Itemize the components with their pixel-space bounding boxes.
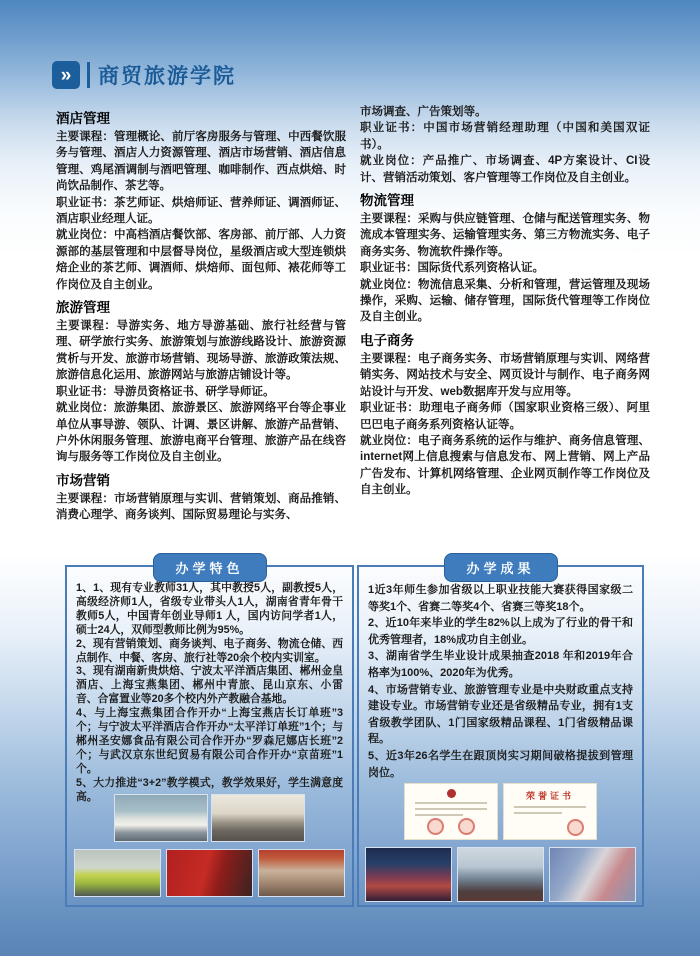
indoor-group-photo — [211, 794, 305, 842]
right-text-column — [360, 104, 650, 499]
major-heading-hotel: 酒店管理 — [56, 111, 110, 126]
page-header — [52, 60, 236, 90]
campus-building-group-photo — [114, 794, 208, 842]
ecommerce-courses: 主要课程：电子商务实务、市场营销原理与实训、网络营销实务、网站技术与安全、网页设计与制作、电子商务网站设计与开发、web数据库开发与应用等。 — [360, 352, 650, 398]
achievement-list — [368, 582, 633, 781]
cert-text-line — [514, 806, 586, 808]
major-heading-ecommerce: 电子商务 — [360, 332, 414, 348]
logistics-certificates: 职业证书：国际货代系列资格认证。 — [360, 262, 544, 275]
stage-performance-photo — [365, 847, 452, 902]
feature-item-1: 1、1、现有专业教师31人，其中教授5人，副教授5人，高级经济师1人，省级专业带头人1人，湖南省青年骨干教师5人，中国青年创业导师1 人，国内访问学者1人，硕士24人，双师型教师比例为95%。 — [76, 582, 343, 636]
cert-text-line — [415, 802, 487, 804]
hotel-certificates: 职业证书：茶艺师证、烘焙师证、营养师证、调酒师证、酒店职业经理人证。 — [56, 196, 346, 226]
logistics-courses: 主要课程：采购与供应链管理、仓储与配送管理实务、物流成本管理实务、运输管理实务、第三方物流实务、电子商务实务、物流软件操作等。 — [360, 213, 650, 258]
tourism-courses: 主要课程：导游实务、地方导游基础、旅行社经营与管理、研学旅行实务、旅游策划与旅游线路设计、旅游资源赏析与开发、旅游市场营销、现场导游、旅游政策法规、旅游信息化运用、旅游网站与旅游店铺设计等。 — [56, 320, 346, 382]
meeting-room-photo — [457, 847, 544, 902]
green-vest-team-photo — [74, 849, 161, 897]
hotel-jobs: 就业岗位：中高档酒店餐饮部、客房部、前厅部、人力资源部的基层管理和中层督导岗位，星级酒店或大型连锁烘焙企业的茶艺师、调酒师、烘焙师、面包师、裱花师等工作岗位及自主创业。 — [56, 229, 346, 291]
achievement-item-2: 2、近10年来毕业的学生82%以上成为了行业的骨干和优秀管理者，18%成功自主创业。 — [368, 617, 633, 646]
achievement-badge: 办学成果 — [443, 553, 557, 582]
honor-certificate — [503, 783, 597, 840]
ecommerce-certificates: 职业证书：助理电子商务师（国家职业资格三级）、阿里巴巴电子商务系列资格认证等。 — [360, 402, 650, 431]
feature-photo-row-2 — [67, 849, 352, 897]
classroom-banner-event-photo — [258, 849, 345, 897]
hotel-courses: 主要课程：管理概论、前厅客房服务与管理、中西餐饮服务与管理、酒店人力资源管理、酒店市场营销、酒店信息管理、鸡尾酒调制与酒吧管理、咖啡制作、西点烘焙、时尚饮品制作、茶艺等。 — [56, 131, 346, 193]
marketing-jobs: 就业岗位：产品推广、市场调查、4P方案设计、CI设计、营销活动策划、客户管理等工作岗位及自主创业。 — [360, 155, 650, 184]
achievement-item-1: 1近3年师生参加省级以上职业技能大赛获得国家级二等奖1个、省赛二等奖4个、省赛三等奖18个。 — [368, 584, 633, 613]
tourism-certificates: 职业证书：导游员资格证书、研学导师证。 — [56, 385, 275, 398]
achievement-photo-row — [359, 847, 642, 902]
award-certificate — [404, 783, 498, 840]
feature-item-4: 4、与上海宝燕集团合作开办“上海宝燕店长订单班”3个；与宁波太平洋酒店合作开办“太平洋订单班”1个；与郴州圣安娜食品有限公司合作开办“罗森尼娜店长班”2个；与武汉京东世纪贸易有限公司合作开办“京苗班”1个。 — [76, 707, 343, 775]
cert-text-line — [415, 814, 463, 816]
left-text-column — [56, 104, 346, 524]
red-emblem-icon — [447, 789, 456, 798]
feature-item-3: 3、现有湖南新贵烘焙、宁波太平洋酒店集团、郴州金皇酒店、上海宝燕集团、郴州中青旅、昆山京东、小雷音、合富置业等20多个校内外产教融合基地。 — [76, 665, 343, 706]
marketing-courses-part1: 主要课程：市场营销原理与实训、营销策划、商品推销、消费心理学、商务谈判、国际贸易理论与实务、 — [56, 492, 346, 522]
feature-item-2: 2、现有营销策划、商务谈判、电子商务、物流仓储、西点制作、中餐、客房、旅行社等20余个校内实训室。 — [76, 637, 343, 664]
red-stamp-icon — [427, 818, 444, 835]
achievement-item-4: 4、市场营销专业、旅游管理专业是中央财政重点支持建设专业。市场营销专业还是省级精品专业，拥有1支省级教学团队、1门国家级精品课程、1门省级精品课程。 — [368, 683, 633, 746]
honor-certificate-title: 荣誉证书 — [525, 791, 574, 801]
feature-photo-row-1 — [67, 794, 352, 842]
logistics-jobs: 就业岗位：物流信息采集、分析和管理，营运管理及现场操作，采购、运输、储存管理，国际货代管理等工作岗位及自主创业。 — [360, 278, 650, 324]
header-divider — [87, 62, 90, 88]
certificate-row — [359, 783, 642, 840]
marketing-certificates: 职业证书：中国市场营销经理助理（中国和美国双证书）。 — [360, 122, 650, 151]
major-heading-marketing: 市场营销 — [56, 472, 110, 488]
major-heading-logistics: 物流管理 — [360, 193, 414, 209]
double-chevron-icon: » — [52, 61, 80, 89]
cert-text-line — [514, 812, 562, 814]
service-training-photo — [549, 847, 636, 902]
achievement-box — [357, 561, 644, 907]
achievement-item-5: 5、近3年26名学生在跟顶岗实习期间破格提拔到管理岗位。 — [368, 749, 633, 779]
page-title: 商贸旅游学院 — [98, 65, 236, 88]
major-heading-tourism: 旅游管理 — [56, 300, 110, 316]
achievement-item-3: 3、湖南省学生毕业设计成果抽查2018 年和2019年合格率为100%、2020年为优秀。 — [368, 650, 633, 679]
feature-badge: 办学特色 — [152, 553, 266, 582]
feature-item-5: 5、大力推进“3+2”教学模式，教学效果好，学生满意度高。 — [76, 776, 343, 803]
red-flag-tea-ceremony-photo — [166, 849, 253, 897]
feature-list — [76, 582, 343, 805]
marketing-courses-part2: 市场调查、广告策划等。 — [360, 106, 487, 118]
feature-box — [65, 561, 354, 907]
red-stamp-icon — [567, 819, 584, 836]
tourism-jobs: 就业岗位：旅游集团、旅游景区、旅游网络平台等企事业单位从事导游、领队、计调、景区讲解、旅游产品营销、户外休闲服务管理、旅游电商平台管理、旅游产品在线咨询与服务等工作岗位及自主创业。 — [56, 402, 346, 464]
ecommerce-jobs: 就业岗位：电子商务系统的运作与维护、商务信息管理、internet网上信息搜索与信息发布、网上营销、网上产品广告发布、计算机网络管理、企业网页制作等工作岗位及自主创业。 — [360, 434, 650, 497]
cert-text-line — [415, 808, 487, 810]
red-stamp-icon — [458, 818, 475, 835]
